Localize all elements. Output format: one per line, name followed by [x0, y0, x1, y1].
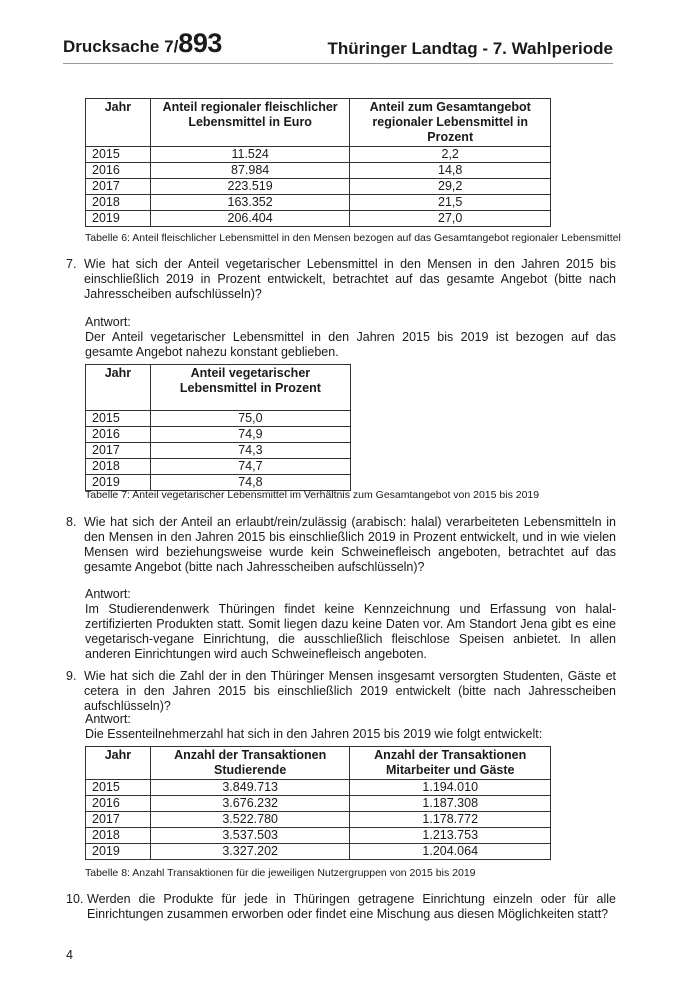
page-number: 4	[66, 948, 73, 962]
table-row	[86, 411, 351, 427]
table-cell: 2017	[86, 443, 151, 459]
table-cell: 11.524	[150, 147, 350, 163]
table-cell: 29,2	[350, 179, 551, 195]
table-row	[86, 459, 351, 475]
table-row	[86, 796, 551, 812]
table-cell: 2016	[86, 796, 151, 812]
answer-8-label: Antwort:	[85, 587, 131, 601]
parliament-title: Thüringer Landtag - 7. Wahlperiode	[327, 39, 613, 58]
question-number: 8.	[66, 515, 77, 529]
question-text: Wie hat sich der Anteil an erlaubt/rein/zulässig (arabisch: halal) verarbeiteten Lebensmitteln in den Mensen in den Jahren 2015 bis einschließlich 2019 in Prozent entwickelt, und in wie vielen Mensen wird beziehungsweise wurde kein Schweinefleisch angeboten, betrachtet auf das gesamte Angebot (bitte nach Jahresscheiben aufschlüsseln)?	[84, 515, 616, 574]
table-header: Anzahl der Transaktionen Studierende	[150, 747, 350, 780]
table-row	[86, 844, 551, 860]
table-cell: 206.404	[150, 211, 350, 227]
table-cell: 2017	[86, 812, 151, 828]
table-header: Anteil zum Gesamtangebot regionaler Lebensmittel in Prozent	[350, 99, 551, 147]
table-cell: 14,8	[350, 163, 551, 179]
table-cell: 2018	[86, 459, 151, 475]
table-cell: 74,3	[150, 443, 350, 459]
table-cell: 163.352	[150, 195, 350, 211]
table-cell: 74,8	[150, 475, 350, 491]
table-cell: 223.519	[150, 179, 350, 195]
table-7	[85, 364, 351, 491]
document-number-prefix: Drucksache 7/	[63, 37, 179, 56]
table-row	[86, 179, 551, 195]
document-number-value: 893	[178, 28, 222, 58]
table-cell: 2015	[86, 147, 151, 163]
table-cell: 1.204.064	[350, 844, 551, 860]
answer-7-text: Der Anteil vegetarischer Lebensmittel in den Jahren 2015 bis 2019 ist bezogen auf das gesamte Angebot nahezu konstant geblieben.	[85, 330, 616, 359]
table-cell: 75,0	[150, 411, 350, 427]
table-cell: 3.522.780	[150, 812, 350, 828]
table-row	[86, 147, 551, 163]
question-7	[66, 257, 616, 302]
table-cell: 3.849.713	[150, 780, 350, 796]
question-text: Werden die Produkte für jede in Thüringen getragene Einrichtung einzeln oder für alle Einrichtungen zusammen erworben oder findet eine Mischung aus diesen Möglichkeiten statt?	[87, 892, 616, 921]
answer-9-label: Antwort:	[85, 712, 131, 726]
question-number: 7.	[66, 257, 77, 271]
table-cell: 74,7	[150, 459, 350, 475]
table-row	[86, 780, 551, 796]
table-cell: 1.194.010	[350, 780, 551, 796]
table-6-caption: Tabelle 6: Anteil fleischlicher Lebensmittel in den Mensen bezogen auf das Gesamtangebot regionaler Lebensmittel	[85, 232, 621, 244]
table-header: Jahr	[86, 747, 151, 780]
table-cell: 2017	[86, 179, 151, 195]
table-8	[85, 746, 551, 860]
table-cell: 1.213.753	[350, 828, 551, 844]
question-8	[66, 515, 616, 575]
table-row	[86, 828, 551, 844]
table-row	[86, 443, 351, 459]
document-number	[63, 28, 222, 59]
answer-8-text: Im Studierendenwerk Thüringen findet keine Kennzeichnung und Erfassung von halal-zertifizierten Produkten statt. Somit liegen dazu keine Daten vor. Am Standort Jena gibt es eine vegetarisch-vegane Einrichtung, die ausschließlich fleischlose Speisen anbietet. In allen anderen Einrichtungen wird auch Schweinefleisch angeboten.	[85, 602, 616, 661]
table-header: Anteil regionaler fleischlicher Lebensmittel in Euro	[150, 99, 350, 147]
question-text: Wie hat sich die Zahl der in den Thüringer Mensen insgesamt versorgten Studenten, Gäste et cetera in den Jahren 2015 bis einschließlich 2019 entwickelt (bitte nach Jahresscheiben aufschlüsseln)?	[84, 669, 616, 713]
table-cell: 1.187.308	[350, 796, 551, 812]
table-7-caption: Tabelle 7: Anteil vegetarischer Lebensmittel im Verhältnis zum Gesamtangebot von 2015 bis 2019	[85, 489, 540, 501]
question-10	[66, 892, 616, 922]
table-row	[86, 812, 551, 828]
answer-9-text: Die Essenteilnehmerzahl hat sich in den Jahren 2015 bis 2019 wie folgt entwickelt:	[85, 727, 543, 741]
question-number: 9.	[66, 669, 77, 683]
table-cell: 74,9	[150, 427, 350, 443]
table-row	[86, 211, 551, 227]
table-8-caption: Tabelle 8: Anzahl Transaktionen für die jeweiligen Nutzergruppen von 2015 bis 2019	[85, 867, 476, 879]
table-cell: 2016	[86, 163, 151, 179]
table-cell: 2015	[86, 780, 151, 796]
table-cell: 2018	[86, 828, 151, 844]
table-header: Jahr	[86, 365, 151, 411]
question-text: Wie hat sich der Anteil vegetarischer Lebensmittel in den Mensen in den Jahren 2015 bis einschließlich 2019 in Prozent entwickelt, betrachtet auf das gesamte Angebot (bitte nach Jahresscheiben aufschlüsseln)?	[84, 257, 616, 301]
table-header: Jahr	[86, 99, 151, 147]
table-cell: 1.178.772	[350, 812, 551, 828]
page-header	[63, 30, 613, 64]
answer-7-label: Antwort:	[85, 315, 131, 329]
table-header: Anzahl der Transaktionen Mitarbeiter und Gäste	[350, 747, 551, 780]
table-row	[86, 163, 551, 179]
table-cell: 87.984	[150, 163, 350, 179]
question-9	[66, 669, 616, 714]
table-row	[86, 195, 551, 211]
table-header: Anteil vegetarischer Lebensmittel in Prozent	[150, 365, 350, 411]
table-cell: 27,0	[350, 211, 551, 227]
table-cell: 2019	[86, 211, 151, 227]
question-number: 10.	[66, 892, 84, 906]
table-cell: 2015	[86, 411, 151, 427]
table-6	[85, 98, 551, 227]
table-cell: 2016	[86, 427, 151, 443]
table-cell: 2,2	[350, 147, 551, 163]
table-row	[86, 427, 351, 443]
table-cell: 2018	[86, 195, 151, 211]
table-cell: 3.537.503	[150, 828, 350, 844]
table-cell: 21,5	[350, 195, 551, 211]
table-cell: 2019	[86, 844, 151, 860]
table-cell: 3.327.202	[150, 844, 350, 860]
table-cell: 3.676.232	[150, 796, 350, 812]
table-cell: 2019	[86, 475, 151, 491]
